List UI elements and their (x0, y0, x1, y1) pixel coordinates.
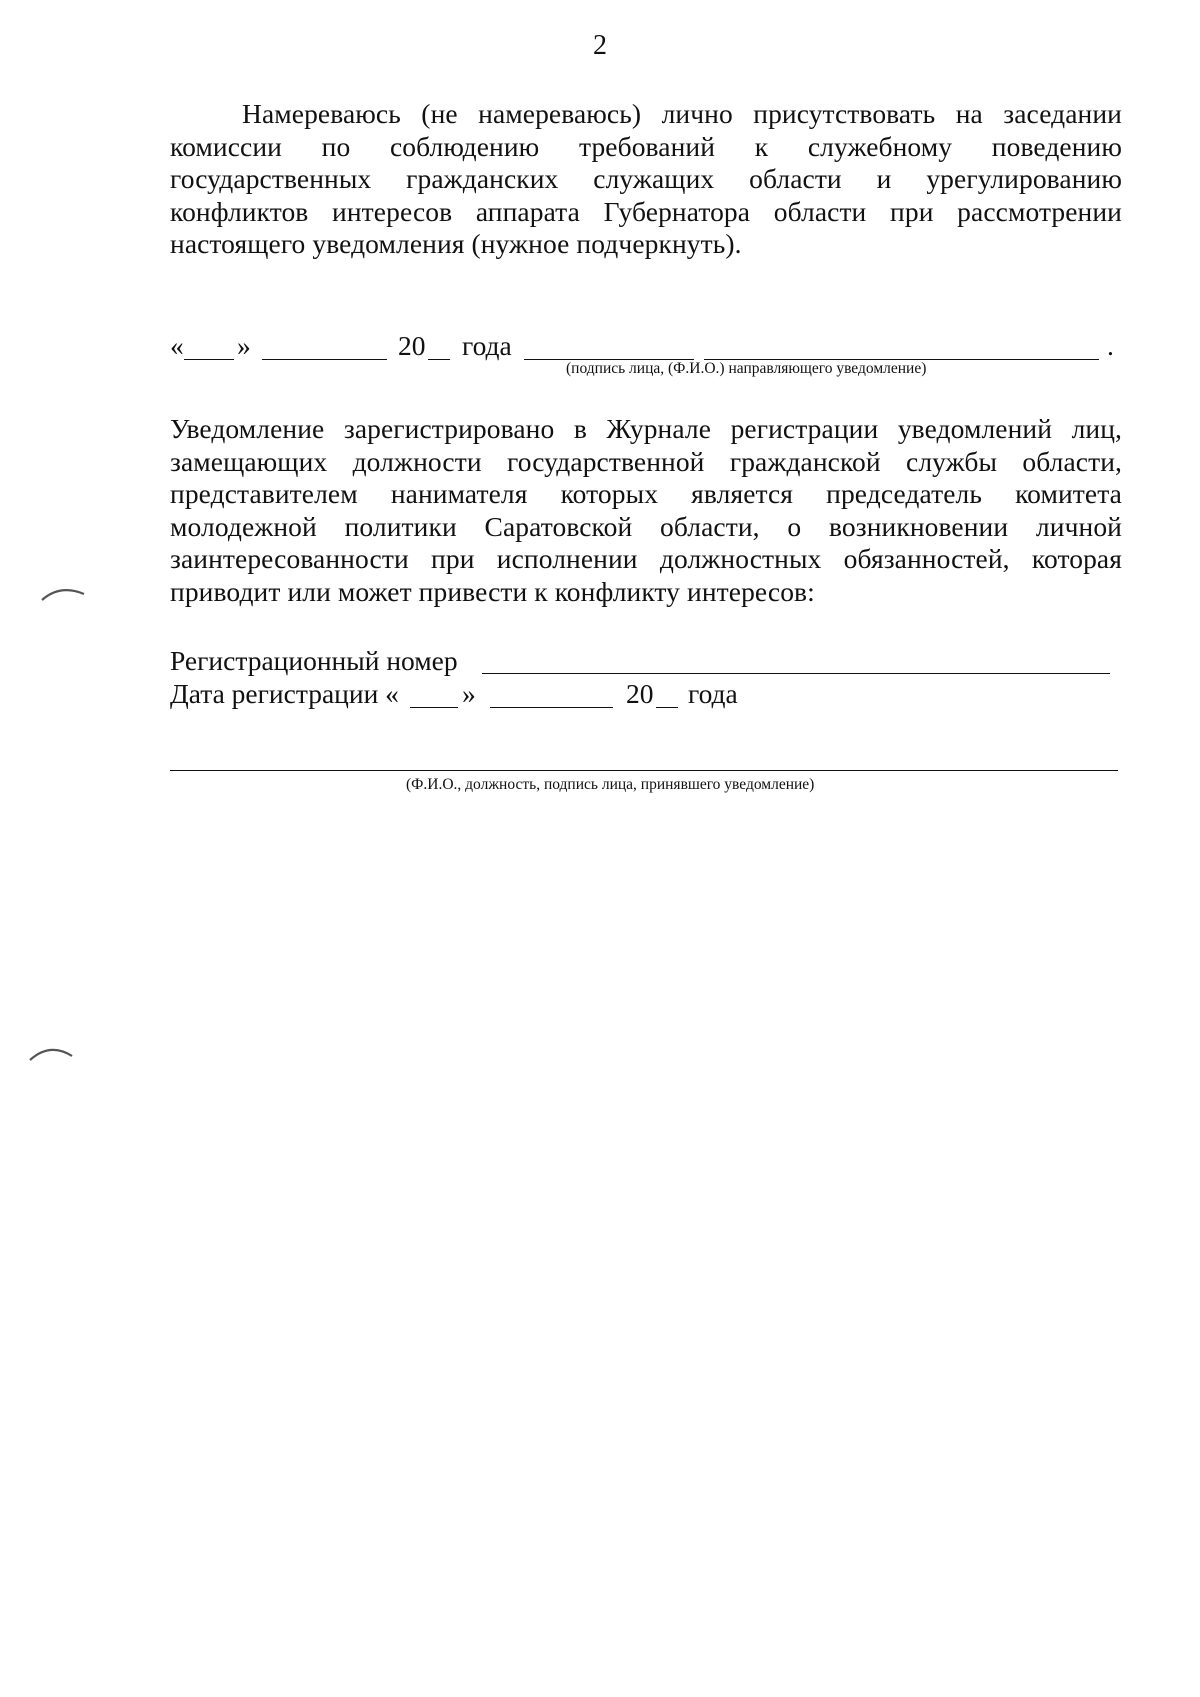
registration-year-word: года (688, 678, 738, 709)
month-blank (262, 359, 387, 360)
registration-date-line (170, 678, 770, 714)
registration-number-blank (482, 673, 1110, 674)
page-number: 2 (593, 30, 607, 61)
registration-year-blank (656, 707, 678, 708)
registration-year-prefix: 20 (626, 678, 654, 709)
receiver-caption: (Ф.И.О., должность, подпись лица, принявшего уведомление) (406, 776, 815, 793)
year-prefix: 20 (398, 330, 426, 361)
year-blank (428, 359, 450, 360)
year-word: года (462, 330, 512, 361)
registration-number-label: Регистрационный номер (170, 645, 458, 676)
receiver-blank (170, 770, 1118, 771)
open-quote: « (170, 330, 184, 361)
scan-mark (28, 1040, 76, 1064)
signature-caption: (подпись лица, (Ф.И.О.) направляющего уведомление) (566, 360, 927, 377)
end-dot: . (1107, 330, 1114, 361)
registration-day-blank (410, 707, 458, 708)
intent-paragraph: Намереваюсь (не намереваюсь) лично присутствовать на заседании комиссии по соблюдению требований к служебному поведению государственных гражданских служащих области и урегулированию конфликтов интересов аппарата Губернатора области при рассмотрении настоящего уведомления (нужное подчеркнуть). (170, 98, 1122, 260)
registration-close-quote: » (462, 678, 476, 709)
registration-month-blank (490, 707, 613, 708)
close-quote: » (237, 330, 251, 361)
scan-mark (40, 582, 88, 604)
day-blank (184, 359, 234, 360)
registration-paragraph: Уведомление зарегистрировано в Журнале регистрации уведомлений лиц, замещающих должности государственной гражданской службы области, представителем нанимателя которых является председатель комитета молодежной политики Саратовской области, о возникновении личной заинтересованности при исполнении должностных обязанностей, которая приводит или может привести к конфликту интересов: (170, 413, 1122, 607)
registration-date-label: Дата регистрации « (170, 678, 399, 709)
